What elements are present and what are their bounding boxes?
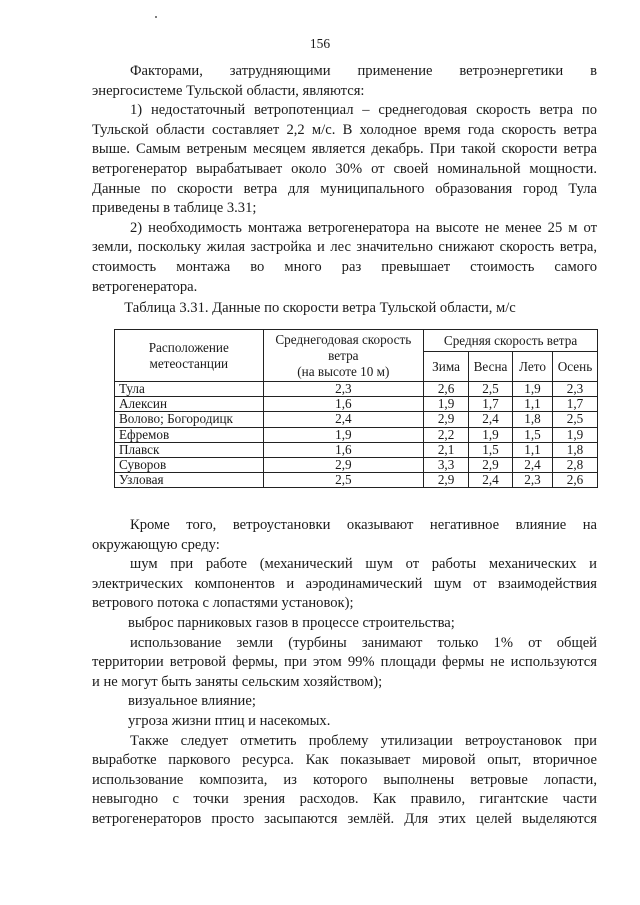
impact-section [92,516,597,830]
table-row [115,457,598,472]
cell-station: Алексин [115,397,264,412]
header-seasonal-speed: Средняя скорость ветра [424,330,598,352]
header-location-line: Расположение [148,339,229,355]
table-row [115,427,598,442]
cell-winter: 2,9 [424,473,469,488]
recycling-line: ветрогенераторов просто засыпаются землёй. Для этих целей выделяются [92,810,597,827]
word: много [284,258,322,275]
header-annual-line: ветра [328,347,359,363]
cell-station: Плавск [115,442,264,457]
cell-summer: 2,4 [513,457,553,472]
cell-spring: 1,7 [469,397,513,412]
word: ветроэнергетики [459,63,564,79]
cell-winter: 3,3 [424,457,469,472]
cell-winter: 2,2 [424,427,469,442]
cell-annual: 2,9 [263,457,424,472]
factor2-line-3 [92,258,597,278]
header-winter: Зима [424,352,469,382]
header-autumn: Осень [552,352,597,382]
cell-spring: 2,4 [469,412,513,427]
header-annual-line: Среднегодовая скорость [275,331,412,347]
cell-spring: 2,9 [469,457,513,472]
factor1-line: Тульской области составляет 2,2 м/с. В холодное время года скорость ветра [92,121,597,138]
recycling-line: Также следует отметить проблему утилизации ветроустановок при [130,732,597,749]
intro-line-1 [92,62,597,82]
cell-autumn: 2,8 [552,457,597,472]
noise-line: ветрового потока с лопастями установок); [92,595,354,612]
word: применение [357,63,433,79]
cell-summer: 1,8 [513,412,553,427]
cell-autumn: 1,7 [552,397,597,412]
word: стоимость [92,258,157,275]
header-spring: Весна [469,352,513,382]
table-row [115,473,598,488]
word: стоимость [470,258,535,275]
cell-annual: 1,9 [263,427,424,442]
table-caption: Таблица 3.31. Данные по скорости ветра Тульской области, м/с [124,300,516,316]
table-row [115,397,598,412]
cell-annual: 2,4 [263,412,424,427]
word: монтажа [176,258,231,275]
cell-annual: 2,5 [263,473,424,488]
word: превышает [381,258,451,275]
cell-winter: 2,1 [424,442,469,457]
cell-summer: 1,9 [513,382,553,397]
impact-line-1 [92,516,597,536]
word: во [250,258,265,275]
cell-winter: 2,6 [424,382,469,397]
recycling-line: выработке паркового ресурса. Как показывает мировой опыт, вторичное [92,752,597,769]
cell-spring: 1,9 [469,427,513,442]
visual-line: визуальное влияние; [128,693,256,710]
word: в [590,63,597,79]
cell-annual: 2,3 [263,382,424,397]
table-row [115,382,598,397]
table-row [115,412,598,427]
cell-autumn: 1,9 [552,427,597,442]
recycling-line: невыгодно с точки зрения расходов. Как правило, гигантские части [92,791,597,808]
word: того, [186,517,217,533]
scan-speck [155,16,157,18]
word: затрудняющими [229,63,331,79]
cell-annual: 1,6 [263,397,424,412]
cell-autumn: 2,3 [552,382,597,397]
factor2-line: ветрогенератора. [92,278,198,295]
cell-autumn: 2,6 [552,473,597,488]
cell-winter: 2,9 [424,412,469,427]
header-annual-speed [263,330,424,382]
word: раз [341,258,362,275]
word: ветроустановки [232,517,331,533]
cell-spring: 1,5 [469,442,513,457]
cell-summer: 1,1 [513,442,553,457]
cell-annual: 1,6 [263,442,424,457]
land-line: территории ветровой фермы, при этом 99% площади фермы не используются [92,654,597,671]
cell-autumn: 1,8 [552,442,597,457]
factor1-line: 1) недостаточный ветропотенциал – среднегодовая скорость ветра по [130,102,597,119]
header-location [115,330,264,382]
cell-station: Волово; Богородицк [115,412,264,427]
cell-summer: 2,3 [513,473,553,488]
factor2-line: земли, поскольку жилая застройка и лес значительно снижают скорость ветра, [92,239,597,256]
factor1-line: ветрогенератор вырабатывает около 30% от своей номинальной мощности. [92,160,597,177]
land-line: использование земли (турбины занимают только 1% от общей [130,634,597,651]
table-row [115,442,598,457]
impact-line-2: окружающую среду: [92,536,220,553]
header-location-line: метеостанции [149,355,229,371]
word: оказывают [346,517,414,533]
header-summer: Лето [513,352,553,382]
factor1-line: приведены в таблице 3.31; [92,200,257,217]
word: Факторами, [130,63,203,79]
cell-summer: 1,5 [513,427,553,442]
word: на [582,517,598,533]
factor1-line: выше. Самым ветреным месяцем является декабрь. При такой скорости ветра [92,141,597,158]
word: негативное [429,517,500,533]
cell-station: Ефремов [115,427,264,442]
cell-spring: 2,4 [469,473,513,488]
cell-station: Суворов [115,457,264,472]
word: влияние [515,517,567,533]
cell-station: Узловая [115,473,264,488]
land-line: и не могут быть заняты сельским хозяйством); [92,673,383,690]
birds-line: угроза жизни птиц и насекомых. [128,712,331,729]
factor1-line: Данные по скорости ветра для муниципального образования город Тула [92,180,597,197]
noise-line: электрических компонентов и аэродинамический шум от взаимодействия [92,575,597,592]
emissions-line: выброс парниковых газов в процессе строительства; [128,614,455,631]
wind-speed-table [114,329,598,488]
cell-spring: 2,5 [469,382,513,397]
intro-line-2: энергосистеме Тульской области, являются: [92,82,365,99]
word: самого [554,258,597,275]
cell-autumn: 2,5 [552,412,597,427]
page-number: 156 [309,36,331,51]
word: Кроме [130,517,170,533]
cell-station: Тула [115,382,264,397]
header-annual-line: (на высоте 10 м) [297,363,390,379]
noise-line: шум при работе (механический шум от работы механических и [130,556,597,573]
factor2-line: 2) необходимость монтажа ветрогенератора на высоте не менее 25 м от [130,219,597,236]
cell-winter: 1,9 [424,397,469,412]
recycling-line: использование композита, из которого выполнены ветровые лопасти, [92,771,597,788]
factors-section [92,62,597,297]
cell-summer: 1,1 [513,397,553,412]
